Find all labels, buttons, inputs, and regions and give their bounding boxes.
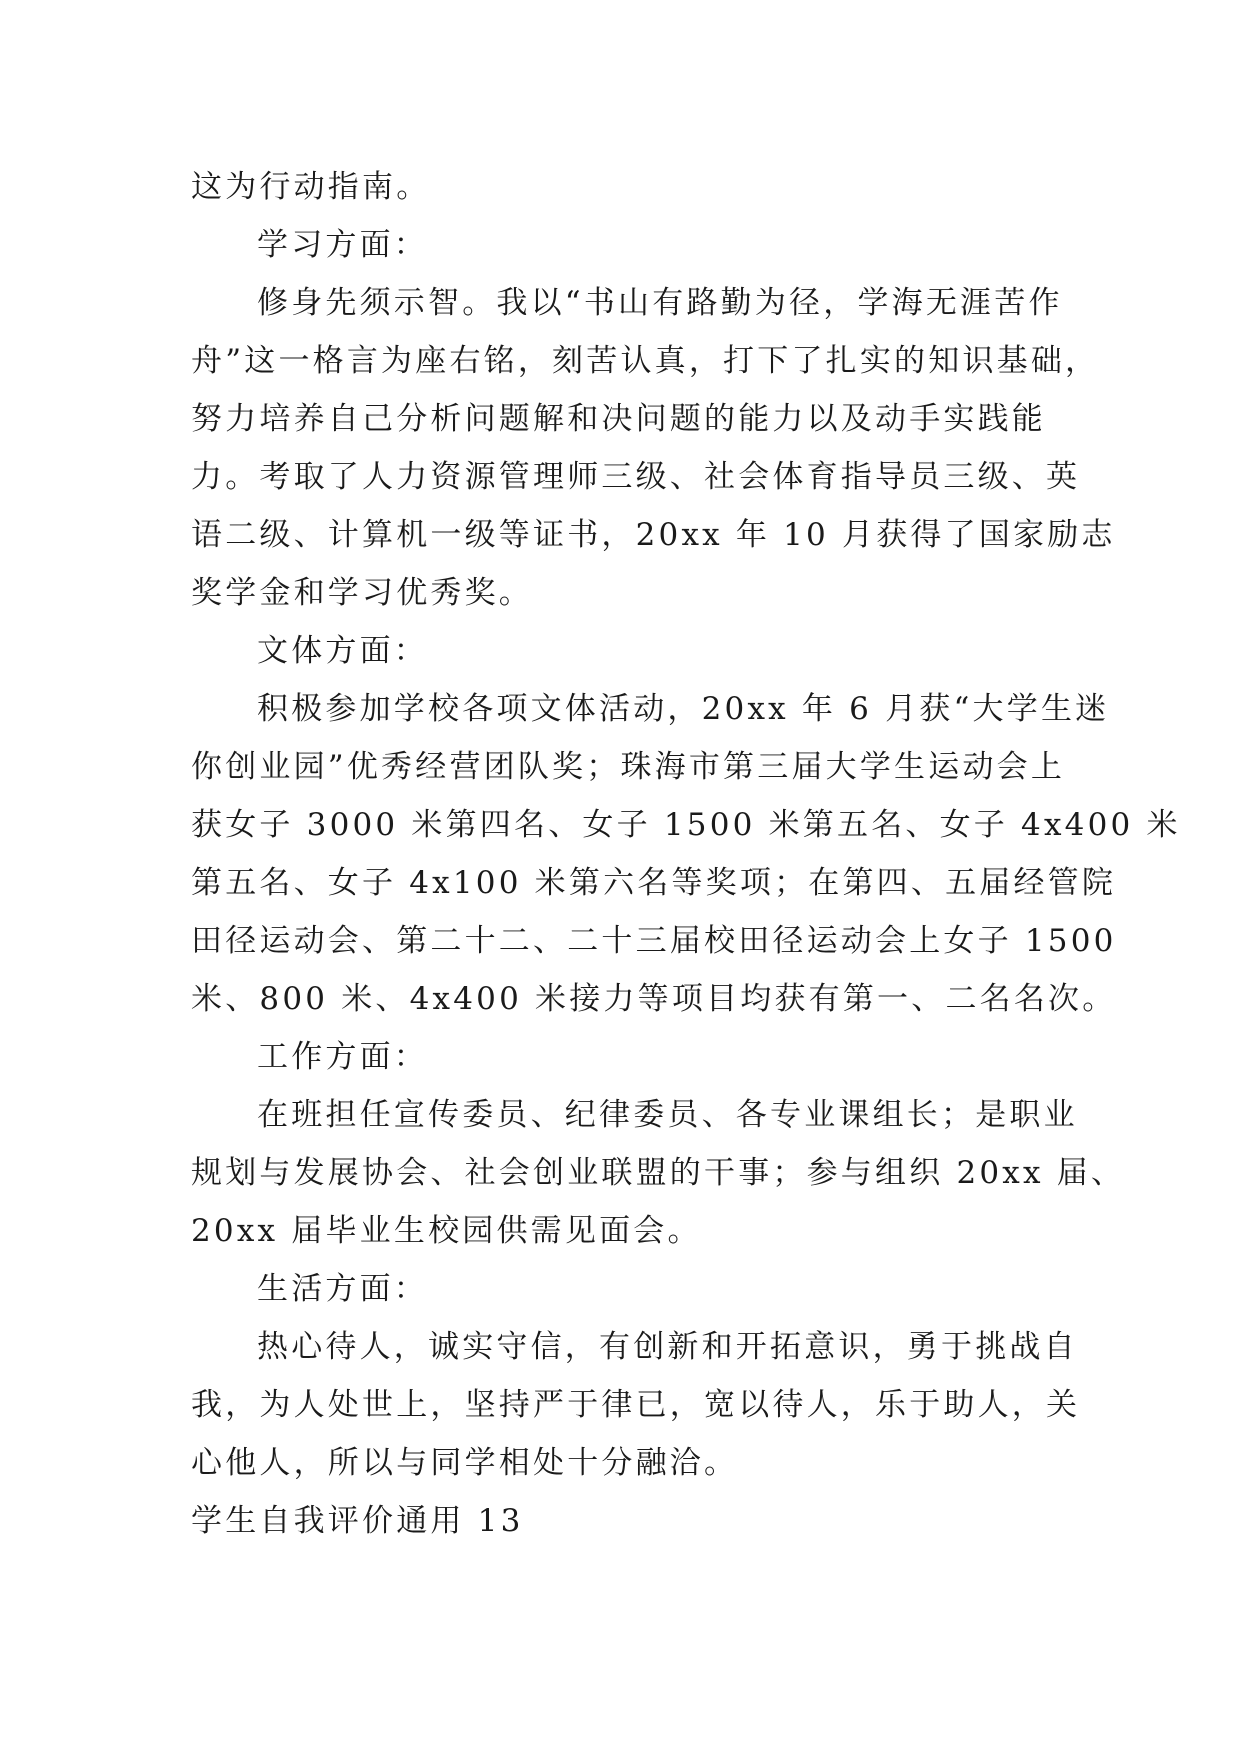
text-line: 奖学金和学习优秀奖。 [191,575,533,611]
text-line: 田径运动会、第二十二、二十三届校田径运动会上女子 1500 [191,923,1117,959]
text-line: 第五名、女子 4x100 米第六名等奖项；在第四、五届经管院 [191,865,1117,901]
text-line: 在班担任宣传委员、纪律委员、各专业课组长；是职业 [257,1097,1078,1133]
text-line: 20xx 届毕业生校园供需见面会。 [191,1213,702,1249]
section-heading-study: 学习方面： [257,227,428,263]
section-heading-life: 生活方面： [257,1271,428,1307]
text-line: 舟”这一格言为座右铭，刻苦认真，打下了扎实的知识基础， [191,343,1100,379]
text-line: 心他人，所以与同学相处十分融洽。 [191,1445,739,1481]
text-line: 米、800 米、4x400 米接力等项目均获有第一、二名名次。 [191,981,1117,1017]
text-line: 力。考取了人力资源管理师三级、社会体育指导员三级、英 [191,459,1081,495]
section-title: 学生自我评价通用 13 [191,1503,524,1539]
text-line: 我，为人处世上，坚持严于律已，宽以待人，乐于助人，关 [191,1387,1081,1423]
section-heading-sports: 文体方面： [257,633,428,669]
text-line: 你创业园”优秀经营团队奖；珠海市第三届大学生运动会上 [191,749,1066,785]
text-line: 修身先须示智。我以“书山有路勤为径，学海无涯苦作 [257,285,1063,321]
text-line: 获女子 3000 米第四名、女子 1500 米第五名、女子 4x400 米 [191,807,1181,843]
text-line: 语二级、计算机一级等证书，20xx 年 10 月获得了国家励志 [191,517,1116,553]
section-heading-work: 工作方面： [257,1039,428,1075]
text-line: 规划与发展协会、社会创业联盟的干事；参与组织 20xx 届、 [191,1155,1126,1191]
text-line: 这为行动指南。 [191,169,431,205]
text-line: 积极参加学校各项文体活动，20xx 年 6 月获“大学生迷 [257,691,1110,727]
text-line: 热心待人，诚实守信，有创新和开拓意识，勇于挑战自 [257,1329,1078,1365]
text-line: 努力培养自己分析问题解和决问题的能力以及动手实践能 [191,401,1046,437]
